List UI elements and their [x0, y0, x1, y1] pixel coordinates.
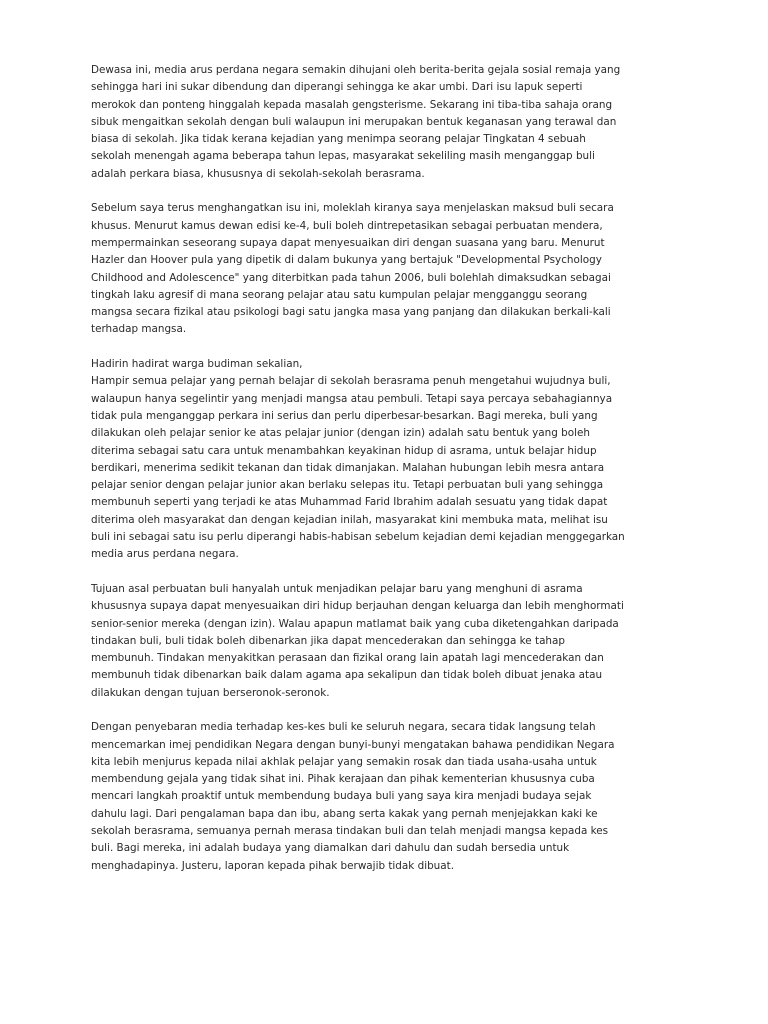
text-line: membendung gejala yang tidak sihat ini. Pihak kerajaan dan pihak kementerian khususnya cuba: [91, 773, 595, 786]
text-line: menghadapinya. Justeru, laporan kepada pihak berwajib tidak dibuat.: [91, 859, 455, 872]
text-line: senior-senior mereka (dengan izin). Walau apapun matlamat baik yang cuba diketengahkan daripada: [91, 617, 619, 630]
text-line: mempermainkan seseorang supaya dapat menyesuaikan diri dengan suasana yang baru. Menurut: [91, 236, 605, 249]
text-line: berdikari, menerima sedikit tekanan dan tidak dimanjakan. Malahan hubungan lebih mesra antara: [91, 461, 605, 474]
text-line: Tujuan asal perbuatan buli hanyalah untuk menjadikan pelajar baru yang menghuni di asrama: [91, 582, 583, 595]
text-line: Hadirin hadirat warga budiman sekalian,: [91, 358, 303, 371]
text-line: sekolah menengah agama beberapa tahun lepas, masyarakat sekeliling masih menganggap buli: [91, 150, 595, 163]
paragraph-2: [91, 200, 679, 338]
text-line: mangsa secara fizikal atau psikologi bagi satu jangka masa yang panjang dan dilakukan berkali-kali: [91, 306, 611, 319]
text-line: terhadap mangsa.: [91, 323, 187, 336]
text-line: buli ini sebagai satu isu perlu diperangi habis-habisan sebelum kejadian demi kejadian menggegarkan: [91, 531, 625, 544]
paragraph-3: [91, 356, 679, 564]
text-line: adalah perkara biasa, khususnya di sekolah-sekolah berasrama.: [91, 167, 425, 180]
text-line: membunuh tidak dibenarkan baik dalam agama apa sekalipun dan tidak boleh dibuat jenaka atau: [91, 669, 603, 682]
text-line: tidak pula menganggap perkara ini serius dan perlu diperbesar-besarkan. Bagi mereka, buli yang: [91, 409, 598, 422]
text-line: diterima sebagai satu cara untuk menambahkan keyakinan hidup di asrama, untuk belajar hidup: [91, 444, 597, 457]
text-line: sekolah berasrama, semuanya pernah merasa tindakan buli dan telah menjadi mangsa kepada kes: [91, 825, 609, 838]
text-line: dahulu lagi. Dari pengalaman bapa dan ibu, abang serta kakak yang pernah menjejakkan kaki ke: [91, 807, 598, 820]
text-line: khusus. Menurut kamus dewan edisi ke-4, buli boleh dintrepetasikan sebagai perbuatan mendera,: [91, 219, 603, 232]
text-line: Childhood and Adolescence" yang diterbitkan pada tahun 2006, buli bolehlah dimaksudkan sebagai: [91, 271, 611, 284]
text-line: merokok dan ponteng hinggalah kepada masalah gengsterisme. Sekarang ini tiba-tiba sahaja orang: [91, 98, 613, 111]
text-line: Dewasa ini, media arus perdana negara semakin dihujani oleh berita-berita gejala sosial remaja yang: [91, 64, 621, 76]
text-line: tingkah laku agresif di mana seorang pelajar atau satu kumpulan pelajar mengganggu seorang: [91, 288, 588, 301]
text-line: membunuh. Tindakan menyakitkan perasaan dan fizikal orang lain apatah lagi mencederakan dan: [91, 652, 604, 665]
text-line: Sebelum saya terus menghangatkan isu ini, moleklah kiranya saya menjelaskan maksud buli secara: [91, 202, 614, 215]
text-line: media arus perdana negara.: [91, 548, 239, 561]
paragraph-5: [91, 719, 679, 875]
text-line: pelajar senior dengan pelajar junior akan berlaku selepas itu. Tetapi perbuatan buli yang sehingga: [91, 479, 604, 492]
paragraph-4: [91, 581, 679, 702]
text-line: tindakan buli, buli tidak boleh dibenarkan jika dapat mencederakan dan sehingga ke tahap: [91, 634, 565, 647]
text-line: Hazler dan Hoover pula yang dipetik di dalam bukunya yang bertajuk "Developmental Psychology: [91, 254, 602, 267]
text-line: mencemarkan imej pendidikan Negara dengan bunyi-bunyi mengatakan bahawa pendidikan Negara: [91, 738, 615, 751]
text-line: dilakukan oleh pelajar senior ke atas pelajar junior (dengan izin) adalah satu bentuk yang boleh: [91, 427, 590, 440]
text-line: walaupun hanya segelintir yang menjadi mangsa atau pembuli. Tetapi saya percaya sebahagiannya: [91, 392, 613, 405]
text-line: dilakukan dengan tujuan berseronok-seronok.: [91, 686, 330, 699]
text-line: kita lebih menjurus kepada nilai akhlak pelajar yang semakin rosak dan tiada usaha-usaha untuk: [91, 755, 597, 768]
paragraph-1: [91, 62, 679, 183]
text-line: sehingga hari ini sukar dibendung dan diperangi sehingga ke akar umbi. Dari isu lapuk seperti: [91, 81, 583, 94]
text-line: Hampir semua pelajar yang pernah belajar di sekolah berasrama penuh mengetahui wujudnya buli,: [91, 375, 611, 388]
text-line: membunuh seperti yang terjadi ke atas Muhammad Farid Ibrahim adalah sesuatu yang tidak dapat: [91, 496, 608, 509]
text-line: Dengan penyebaran media terhadap kes-kes buli ke seluruh negara, secara tidak langsung telah: [91, 721, 596, 734]
text-line: diterima oleh masyarakat dan dengan kejadian inilah, masyarakat kini membuka mata, melihat isu: [91, 513, 608, 526]
document-page: [91, 62, 679, 892]
text-line: mencari langkah proaktif untuk membendung budaya buli yang saya kira menjadi budaya sejak: [91, 790, 592, 803]
text-line: biasa di sekolah. Jika tidak kerana kejadian yang menimpa seorang pelajar Tingkatan 4 sebuah: [91, 133, 586, 146]
text-line: sibuk mengaitkan sekolah dengan buli walaupun ini merupakan bentuk keganasan yang terawal dan: [91, 115, 617, 128]
text-line: buli. Bagi mereka, ini adalah budaya yang diamalkan dari dahulu dan sudah bersedia untuk: [91, 842, 570, 855]
text-line: khususnya supaya dapat menyesuaikan diri hidup berjauhan dengan keluarga dan lebih menghormati: [91, 600, 624, 613]
